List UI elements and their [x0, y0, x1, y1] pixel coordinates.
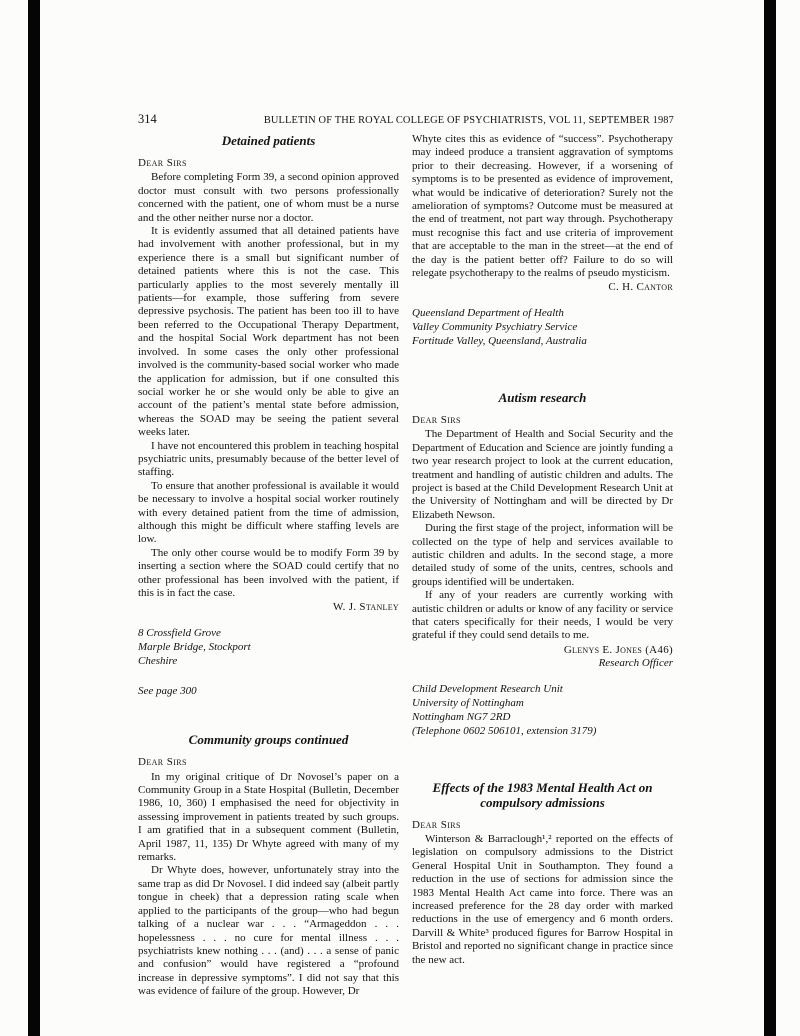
salutation: Dear Sirs	[138, 756, 187, 769]
letter-mental-health-act	[412, 780, 673, 967]
paragraph: The only other course would be to modify Form 39 by inserting a section where the SOAD could certify that no other professional has been involved with the patient, if this is in fact the case.	[138, 546, 399, 599]
paragraph: The Department of Health and Social Security and the Department of Education and Science are jointly funding a two year research project to look at the current education, treatment and handling of autistic children and adults. The project is based at the Child Development Research Unit at the University of Nottingham and will be directed by Dr Elizabeth Newson.	[412, 428, 673, 521]
letter-autism-research	[412, 390, 673, 738]
letter-title: Effects of the 1983 Mental Health Act on compulsory admissions	[432, 779, 653, 810]
paragraph: To ensure that another professional is available it would be necessary to involve a hospital social worker routinely with every detained patient from the time of admission, although this might be difficult where staffing levels are low.	[138, 479, 399, 546]
address-line: Child Development Research Unit	[412, 682, 563, 695]
journal-title-line: BULLETIN OF THE ROYAL COLLEGE OF PSYCHIATRISTS, VOL 11, SEPTEMBER 1987	[263, 115, 674, 126]
author-address	[138, 626, 399, 668]
letter-community-groups-continuation	[412, 133, 673, 348]
author-address	[412, 306, 673, 348]
paragraph: Before completing Form 39, a second opinion approved doctor must consult with two persons professionally concerned with the patient, one of whom must be a nurse and the other neither nurse nor a doctor.	[138, 171, 399, 224]
scan-edge-left	[28, 0, 40, 1036]
address-line: Nottingham NG7 2RD	[412, 710, 511, 723]
letter-title: Autism research	[498, 389, 587, 405]
letter-title: Community groups continued	[188, 732, 349, 748]
cross-reference-note: See page 300	[138, 684, 197, 697]
signature: Glenys E. Jones (A46)	[563, 643, 673, 656]
salutation: Dear Sirs	[412, 413, 461, 426]
page-header	[138, 112, 674, 127]
scan-edge-right	[764, 0, 776, 1036]
address-line: Fortitude Valley, Queensland, Australia	[412, 334, 587, 347]
signature: C. H. Cantor	[608, 281, 673, 294]
page-number: 314	[138, 112, 157, 126]
address-line: 8 Crossfield Grove	[138, 626, 221, 639]
paragraph: It is evidently assumed that all detained patients have had involvement with another professional, but in my experience there is a small but significant number of detained patients where this is not the case. This particularly applies to the most severely mentally ill patients—for example, those suffering from severe depressive psychosis. The patient has been too ill to have been referred to the Occupational Therapy Department, and the hospital Social Work department has not been involved. In some cases the only other professional involved is the community-based social worker who made the application for admission, but if one consulted this social worker he or she would only be able to give an account of the patient’s mental state before admission, whereas the SOAD may be seeing the patient several weeks later.	[138, 225, 399, 439]
left-column	[138, 133, 399, 999]
paragraph: Whyte cites this as evidence of “success”. Psychotherapy may indeed produce a transient aggravation of symptoms prior to their decreasing. However, if a worsening of symptoms is to be presented as evidence of improvement, what would be indicative of deterioration? Surely not the amelioration of symptoms? Outcome must be measured at the end of treatment, not part way through. Psychotherapy must recognise this fact and use criteria of improvement that are acceptable to the man in the street—at the end of the day is the patient better off? Failure to do so will relegate psychotherapy to the realms of pseudo mysticism.	[412, 133, 673, 280]
author-address	[412, 682, 673, 738]
salutation: Dear Sirs	[412, 818, 461, 831]
two-column-body	[138, 133, 674, 999]
paragraph: If any of your readers are currently working with autistic children or adults or know of any facility or service that caters specifically for their needs, I would be very grateful if they could send details to me.	[412, 589, 673, 642]
address-line: Cheshire	[138, 654, 178, 667]
paragraph: During the first stage of the project, information will be collected on the type of help and services available to autistic children and adults. In the second stage, a more detailed study of some of the units, centres, schools and groups identified will be undertaken.	[412, 522, 673, 588]
address-line: Marple Bridge, Stockport	[138, 640, 251, 653]
address-line: Valley Community Psychiatry Service	[412, 320, 578, 333]
salutation: Dear Sirs	[138, 157, 187, 169]
letter-title: Detained patients	[221, 133, 316, 148]
letter-detained-patients	[138, 133, 399, 698]
paragraph: Dr Whyte does, however, unfortunately stray into the same trap as did Dr Novosel. I did indeed say (albeit partly tongue in cheek) that a depression rating scale when applied to the participants of the group—who had begun talking of a nuclear war . . . “Armageddon . . . hopelessness . . . no cure for mental illness . . . psychiatrists knew nothing . . . (and) . . . a sense of panic and confusion” would have registered a “profound increase in depressive symptoms”. I did not say that this was evidence of failure of the group. However, Dr	[138, 864, 399, 998]
paragraph: In my original critique of Dr Novosel’s paper on a Community Group in a State Hospital (Bulletin, December 1986, 10, 360) I emphasised the need for objectivity in assessing improvement in patients treated by such groups. I am gratified that in a subsequent comment (Bulletin, April 1987, 11, 135) Dr Whyte agreed with many of my remarks.	[138, 770, 399, 864]
signature-role: Research Officer	[598, 657, 673, 670]
address-line: University of Nottingham	[412, 696, 524, 709]
journal-page	[138, 112, 674, 999]
paragraph: I have not encountered this problem in teaching hospital psychiatric units, presumably because of the better level of staffing.	[138, 439, 399, 479]
address-line: (Telephone 0602 506101, extension 3179)	[412, 724, 597, 737]
address-line: Queensland Department of Health	[412, 306, 564, 319]
right-column	[412, 133, 673, 999]
paragraph: Winterson & Barraclough¹,² reported on the effects of legislation on compulsory admissions to the District General Hospital Unit in Southampton. They found a reduction in the use of sections for admission since the 1983 Mental Health Act came into force. There was an increased preference for the 28 day order with marked reductions in the use of emergency and 6 month orders. Darvill & White³ produced figures for Barrow Hospital in Bristol and reported no significant change in practice since the new act.	[412, 833, 673, 966]
signature: W. J. Stanley	[332, 601, 399, 614]
letter-community-groups	[138, 732, 399, 998]
